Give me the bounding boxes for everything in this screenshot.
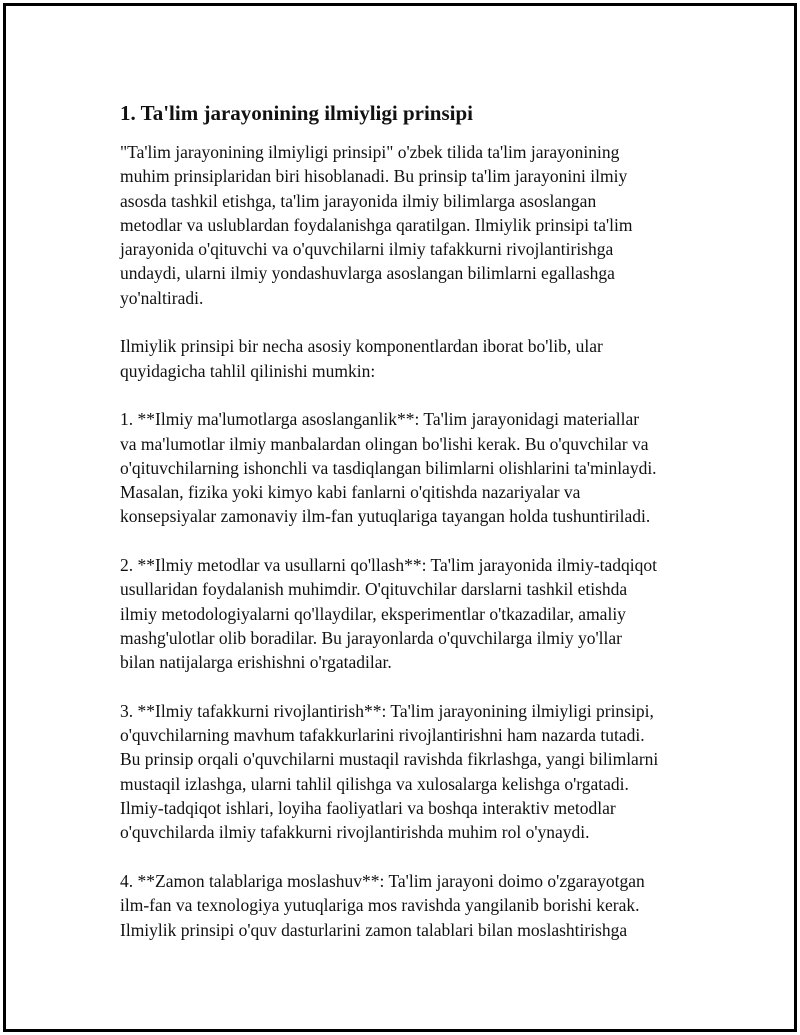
paragraph-item-4 [120, 869, 710, 942]
paragraph-item-3 [120, 699, 710, 845]
text-line: ilmiy metodologiyalarni qo'llaydilar, eksperimentlar o'tkazadilar, amaliy [120, 603, 626, 624]
text-line: bilan natijalarga erishishni o'rgatadilar. [120, 652, 392, 673]
text-line: metodlar va uslublardan foydalanishga qaratilgan. Ilmiylik prinsipi ta'lim [120, 214, 633, 235]
text-line: ilm-fan va texnologiya yutuqlariga mos ravishda yangilanib borishi kerak. [120, 895, 640, 916]
document-title: 1. Ta'lim jarayonining ilmiyligi prinsipi [120, 101, 474, 125]
text-line: Ilmiy-tadqiqot ishlari, loyiha faoliyatlari va boshqa interaktiv metodlar [120, 798, 616, 819]
text-line: Ilmiylik prinsipi bir necha asosiy komponentlardan iborat bo'lib, ular [120, 336, 603, 357]
paragraph-intro [120, 140, 710, 310]
text-line: undaydi, ularni ilmiy yondashuvlarga asoslangan bilimlarni egallashga [120, 263, 615, 284]
text-line: o'qituvchilarning ishonchli va tasdiqlangan bilimlarni olishlarini ta'minlaydi. [120, 457, 657, 478]
paragraph-components [120, 334, 710, 383]
text-line: quyidagicha tahlil qilinishi mumkin: [120, 360, 376, 381]
text-line: mashg'ulotlar olib boradilar. Bu jarayonlarda o'quvchilarga ilmiy yo'llar [120, 627, 622, 648]
text-line: va ma'lumotlar ilmiy manbalardan olingan bo'lishi kerak. Bu o'quvchilar va [120, 433, 649, 454]
text-line: "Ta'lim jarayonining ilmiyligi prinsipi" o'zbek tilida ta'lim jarayonining [120, 142, 620, 162]
text-line: 4. **Zamon talablariga moslashuv**: Ta'lim jarayoni doimo o'zgarayotgan [120, 870, 645, 891]
paragraph-item-1 [120, 407, 710, 528]
text-line: o'quvchilarda ilmiy tafakkurni rivojlantirishda muhim rol o'ynaydi. [120, 822, 590, 843]
text-line: o'quvchilarning mavhum tafakkurlarini rivojlantirishni ham nazarda tutadi. [120, 725, 645, 746]
text-line: 3. **Ilmiy tafakkurni rivojlantirish**: Ta'lim jarayonining ilmiyligi prinsipi, [120, 700, 654, 721]
text-line: 1. **Ilmiy ma'lumotlarga asoslanganlik**: Ta'lim jarayonidagi materiallar [120, 409, 640, 430]
text-line: usullaridan foydalanish muhimdir. O'qituvchilar darslarni tashkil etishda [120, 579, 628, 600]
text-line: Ilmiylik prinsipi o'quv dasturlarini zamon talablari bilan moslashtirishga [120, 919, 628, 940]
page-frame [3, 3, 797, 1032]
text-line: mustaqil izlashga, ularni tahlil qilishga va xulosalarga kelishga o'rgatadi. [120, 773, 629, 794]
text-line: muhim prinsiplaridan biri hisoblanadi. Bu prinsip ta'lim jarayonini ilmiy [120, 166, 628, 187]
document-content [120, 99, 710, 966]
text-line: asosda tashkil etishga, ta'lim jarayonida ilmiy bilimlarga asoslangan [120, 190, 597, 211]
text-line: Masalan, fizika yoki kimyo kabi fanlarni o'qitishda nazariyalar va [120, 482, 581, 503]
text-line: yo'naltiradi. [120, 287, 204, 308]
text-line: Bu prinsip orqali o'quvchilarni mustaqil ravishda fikrlashga, yangi bilimlarni [120, 749, 659, 770]
text-line: konsepsiyalar zamonaviy ilm-fan yutuqlariga tayangan holda tushuntiriladi. [120, 506, 651, 527]
paragraph-item-2 [120, 553, 710, 674]
text-line: 2. **Ilmiy metodlar va usullarni qo'llash**: Ta'lim jarayonida ilmiy-tadqiqot [120, 555, 657, 576]
text-line: jarayonida o'qituvchi va o'quvchilarni ilmiy tafakkurni rivojlantirishga [120, 239, 614, 260]
